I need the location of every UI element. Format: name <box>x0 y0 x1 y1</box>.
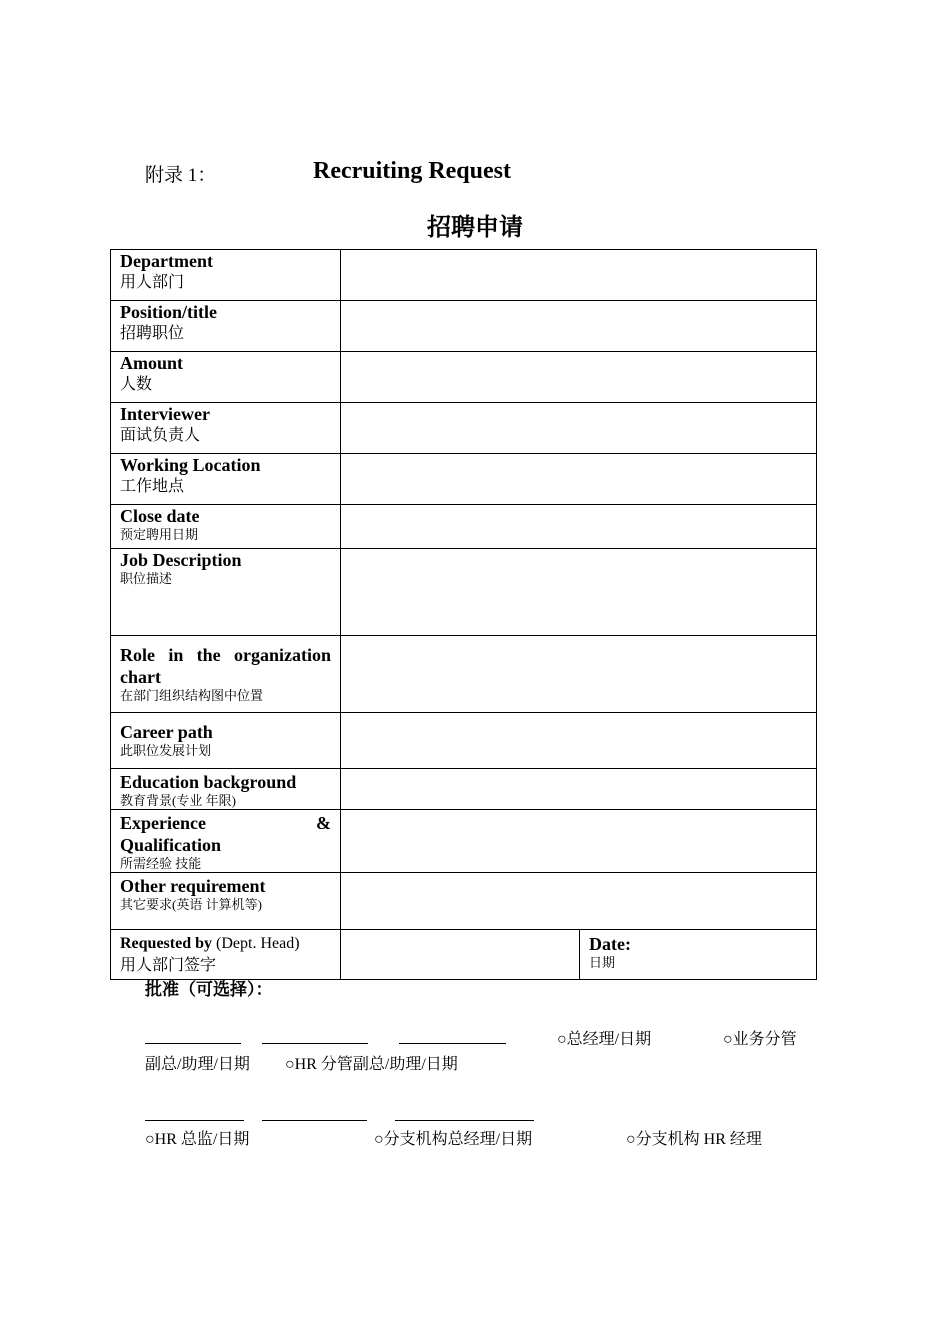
career-path-field[interactable] <box>341 713 817 769</box>
row-org-chart-role <box>111 636 817 713</box>
label-cell <box>111 636 341 713</box>
label-cell <box>111 250 341 301</box>
row-working-location <box>111 454 817 505</box>
label-cell <box>111 930 341 980</box>
label-en-line1 <box>120 812 331 834</box>
label-cn: 职位描述 <box>120 571 173 586</box>
label-cell <box>111 549 341 636</box>
label-en: Career path <box>120 722 213 742</box>
option-business-vp[interactable]: ○业务分管 <box>723 1031 797 1048</box>
label-en: Amount <box>120 353 184 373</box>
row-amount <box>111 352 817 403</box>
amount-field[interactable] <box>341 352 817 403</box>
row-position <box>111 301 817 352</box>
recruiting-request-table <box>110 249 817 980</box>
label-cn: 用人部门 <box>120 274 185 291</box>
row-education <box>111 769 817 810</box>
label-cell <box>111 301 341 352</box>
requested-by-cn: 用人部门签字 <box>120 957 217 974</box>
page-title-cn: 招聘申请 <box>427 213 523 241</box>
experience-field[interactable] <box>341 810 817 873</box>
date-label-cn: 日期 <box>589 955 616 970</box>
label-en: Job Description <box>120 550 242 570</box>
close-date-field[interactable] <box>341 505 817 549</box>
job-description-field[interactable] <box>341 549 817 636</box>
date-cell[interactable] <box>580 930 817 980</box>
row-department <box>111 250 817 301</box>
education-field[interactable] <box>341 769 817 810</box>
signature-line[interactable] <box>145 1120 244 1121</box>
signature-line[interactable] <box>145 1043 241 1044</box>
label-cell <box>111 454 341 505</box>
label-cn: 人数 <box>120 376 153 393</box>
label-cn: 预定聘用日期 <box>120 527 199 542</box>
option-branch-hr-manager[interactable]: ○分支机构 HR 经理 <box>626 1131 762 1148</box>
label-en: Other requirement <box>120 876 266 896</box>
working-location-field[interactable] <box>341 454 817 505</box>
label-cell <box>111 505 341 549</box>
label-cn: 此职位发展计划 <box>120 743 212 758</box>
label-cell <box>111 810 341 873</box>
row-requested-by <box>111 930 817 980</box>
requested-by-label <box>120 933 331 955</box>
label-cn: 面试负责人 <box>120 427 201 444</box>
label-en: Role in the organization chart <box>120 645 331 687</box>
other-requirement-field[interactable] <box>341 873 817 930</box>
row-career-path <box>111 713 817 769</box>
label-en: Department <box>120 251 213 271</box>
label-cn: 教育背景(专业 年限) <box>120 793 236 808</box>
department-field[interactable] <box>341 250 817 301</box>
label-cn: 其它要求(英语 计算机等) <box>120 897 262 912</box>
row-experience <box>111 810 817 873</box>
org-chart-role-field[interactable] <box>341 636 817 713</box>
label-en: Position/title <box>120 302 217 322</box>
option-business-vp-cont: 副总/助理/日期 <box>145 1056 250 1073</box>
option-gm-date[interactable]: ○总经理/日期 <box>557 1031 652 1048</box>
row-job-description <box>111 549 817 636</box>
requested-by-bold: Requested by <box>120 935 213 952</box>
approval-title: 批准（可选择）： <box>145 980 273 1000</box>
position-field[interactable] <box>341 301 817 352</box>
label-en: Close date <box>120 506 200 526</box>
label-cell <box>111 769 341 810</box>
option-hr-director[interactable]: ○HR 总监/日期 <box>145 1131 250 1148</box>
row-close-date <box>111 505 817 549</box>
requested-by-rest: (Dept. Head) <box>212 935 300 952</box>
label-cell <box>111 873 341 930</box>
label-en: Working Location <box>120 455 261 475</box>
signature-line[interactable] <box>399 1043 506 1044</box>
label-en: Interviewer <box>120 404 210 424</box>
option-hr-vp[interactable]: ○HR 分管副总/助理/日期 <box>285 1056 458 1073</box>
signature-line[interactable] <box>262 1043 368 1044</box>
label-en-ampersand: & <box>316 813 331 833</box>
label-cell <box>111 352 341 403</box>
label-en-part: Experience <box>120 813 206 833</box>
label-cell <box>111 713 341 769</box>
label-cn: 工作地点 <box>120 478 185 495</box>
date-label-en: Date: <box>589 934 631 954</box>
label-cell <box>111 403 341 454</box>
label-en-line2: Qualification <box>120 835 222 855</box>
signature-line[interactable] <box>262 1120 367 1121</box>
label-cn: 在部门组织结构图中位置 <box>120 688 264 703</box>
label-cn: 所需经验 技能 <box>120 856 202 871</box>
label-en: Education background <box>120 772 297 792</box>
page-title-en: Recruiting Request <box>313 158 511 184</box>
row-interviewer <box>111 403 817 454</box>
label-cn: 招聘职位 <box>120 325 185 342</box>
row-other-requirement <box>111 873 817 930</box>
option-branch-gm[interactable]: ○分支机构总经理/日期 <box>374 1131 533 1148</box>
signature-field[interactable] <box>341 930 580 980</box>
signature-line[interactable] <box>395 1120 534 1121</box>
interviewer-field[interactable] <box>341 403 817 454</box>
appendix-label: 附录 1： <box>145 165 217 186</box>
